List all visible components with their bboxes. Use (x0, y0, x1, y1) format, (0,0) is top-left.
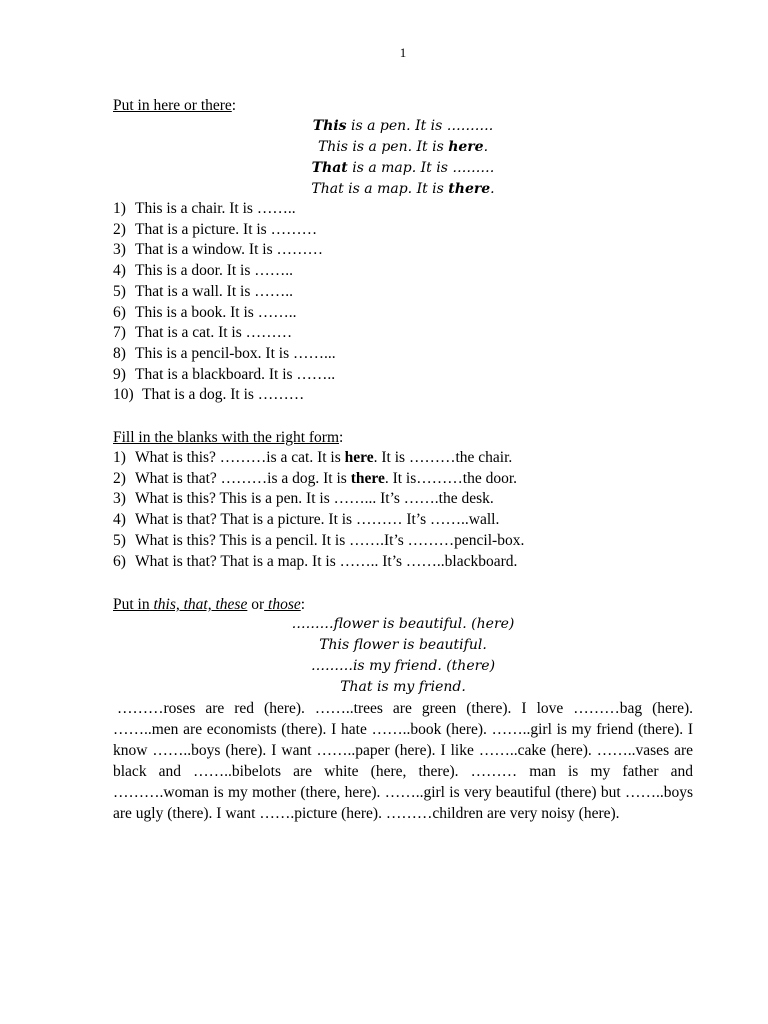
section1-heading-colon: : (231, 97, 237, 114)
item-number: 9) (113, 365, 126, 383)
section2-heading (113, 427, 343, 448)
list-item (113, 385, 336, 406)
item-text: What is this? This is a pen. It is ……... It’s …….the desk. (135, 490, 494, 508)
item-text: What is that? That is a map. It is …….. It’s ……..blackboard. (135, 552, 518, 570)
list-item (113, 199, 336, 220)
item-number: 3) (113, 241, 126, 259)
list-item (113, 552, 524, 573)
item-text: This is a chair. It is …….. (135, 200, 296, 217)
item-text: That is a blackboard. It is …….. (135, 365, 336, 383)
list-item (113, 365, 336, 386)
list-item (113, 510, 524, 531)
list-item (113, 303, 336, 324)
example-line (150, 179, 656, 200)
section2-heading-text: Fill in the blanks with the right form (113, 429, 340, 446)
item-text: What is that? ………is a dog. It is (135, 469, 351, 487)
item-text: What is this? This is a pencil. It is …….It’s ………pencil-box. (135, 531, 525, 549)
section3-heading-words: this, that, these (149, 596, 248, 613)
list-item (113, 220, 336, 241)
item-number: 4) (113, 511, 126, 529)
item-number: 7) (113, 324, 126, 342)
section2-heading-colon: : (339, 429, 344, 446)
item-number: 1) (113, 200, 126, 217)
example-text: That is a map. It is (311, 181, 449, 197)
example-line: ………flower is beautiful. (here) (291, 616, 515, 632)
page-number: 1 (399, 45, 407, 60)
list-item (113, 469, 524, 490)
example-line: This flower is beautiful. (319, 637, 487, 653)
example-line (150, 158, 656, 179)
list-item (113, 323, 336, 344)
example-text: is a map. It is ……… (347, 160, 495, 176)
item-text: What is this? ………is a cat. It is (135, 449, 345, 466)
section3-heading-colon: : (300, 596, 306, 613)
example-line (150, 137, 656, 158)
item-text: That is a wall. It is …….. (135, 282, 293, 300)
item-number: 5) (113, 531, 126, 549)
section3-heading-text: Put in (113, 596, 150, 613)
list-item (113, 448, 524, 469)
item-bold: here (344, 449, 374, 466)
example-text: This is a pen. It is (317, 139, 449, 155)
section3-heading (113, 594, 305, 615)
item-number: 5) (113, 282, 126, 300)
example-bold: here (448, 139, 484, 155)
example-text: . (490, 181, 495, 197)
section1-examples (150, 116, 656, 200)
section3-heading-or: or (247, 596, 265, 613)
list-item (113, 531, 524, 552)
example-bold: This (312, 118, 347, 134)
list-item (113, 344, 336, 365)
item-number: 6) (113, 552, 126, 570)
item-number: 2) (113, 220, 126, 238)
item-text: That is a window. It is ……… (135, 241, 323, 259)
list-item (113, 489, 524, 510)
exercise-paragraph: ………roses are red (here). ……..trees are green (there). I love ………bag (here). ……..men are economists (there). I hate ……..book (here). ……..girl is my friend (there). I know ……..boys (here). I want ……..paper (here). I like ……..cake (here). ……..vases are black and ……..bibelots are white (here, there). ……… man is my father and ……….woman is my mother (there, here). ……..girl is very beautiful (there) but ……..boys are ugly (there). I want …….picture (here). ………children are very noisy (here). (113, 700, 693, 822)
item-text: This is a pencil-box. It is ……... (135, 344, 336, 362)
item-text: . It is………the door. (384, 469, 518, 487)
list-item (113, 261, 336, 282)
item-text: . It is ………the chair. (373, 449, 513, 466)
section1-heading-text: Put in here or there (113, 97, 232, 114)
item-number: 3) (113, 490, 126, 508)
item-text: This is a book. It is …….. (135, 303, 297, 321)
item-number: 1) (113, 449, 126, 466)
example-bold: there (448, 181, 491, 197)
example-text: . (483, 139, 489, 155)
item-text: That is a picture. It is ……… (135, 220, 318, 238)
item-number: 6) (113, 303, 126, 321)
list-item (113, 240, 336, 261)
item-text: This is a door. It is …….. (135, 262, 294, 280)
item-number: 2) (113, 469, 126, 487)
item-bold: there (350, 469, 385, 487)
section3-heading-word: those (264, 596, 301, 613)
example-line: That is my friend. (340, 679, 466, 695)
section3-examples (150, 614, 656, 698)
section1-list (113, 199, 336, 406)
section2-list (113, 448, 524, 572)
list-item (113, 282, 336, 303)
example-line (150, 116, 656, 137)
example-text: is a pen. It is ………. (346, 118, 494, 134)
item-number: 4) (113, 262, 126, 280)
item-number: 8) (113, 344, 126, 362)
item-text: That is a cat. It is ……… (135, 324, 293, 342)
example-line: ………is my friend. (there) (310, 658, 496, 674)
item-number: 10) (113, 386, 134, 404)
item-text: What is that? That is a picture. It is ……… It’s ……..wall. (135, 511, 500, 529)
section1-heading (113, 95, 236, 116)
example-bold: That (311, 160, 348, 176)
item-text: That is a dog. It is ……… (142, 386, 305, 404)
